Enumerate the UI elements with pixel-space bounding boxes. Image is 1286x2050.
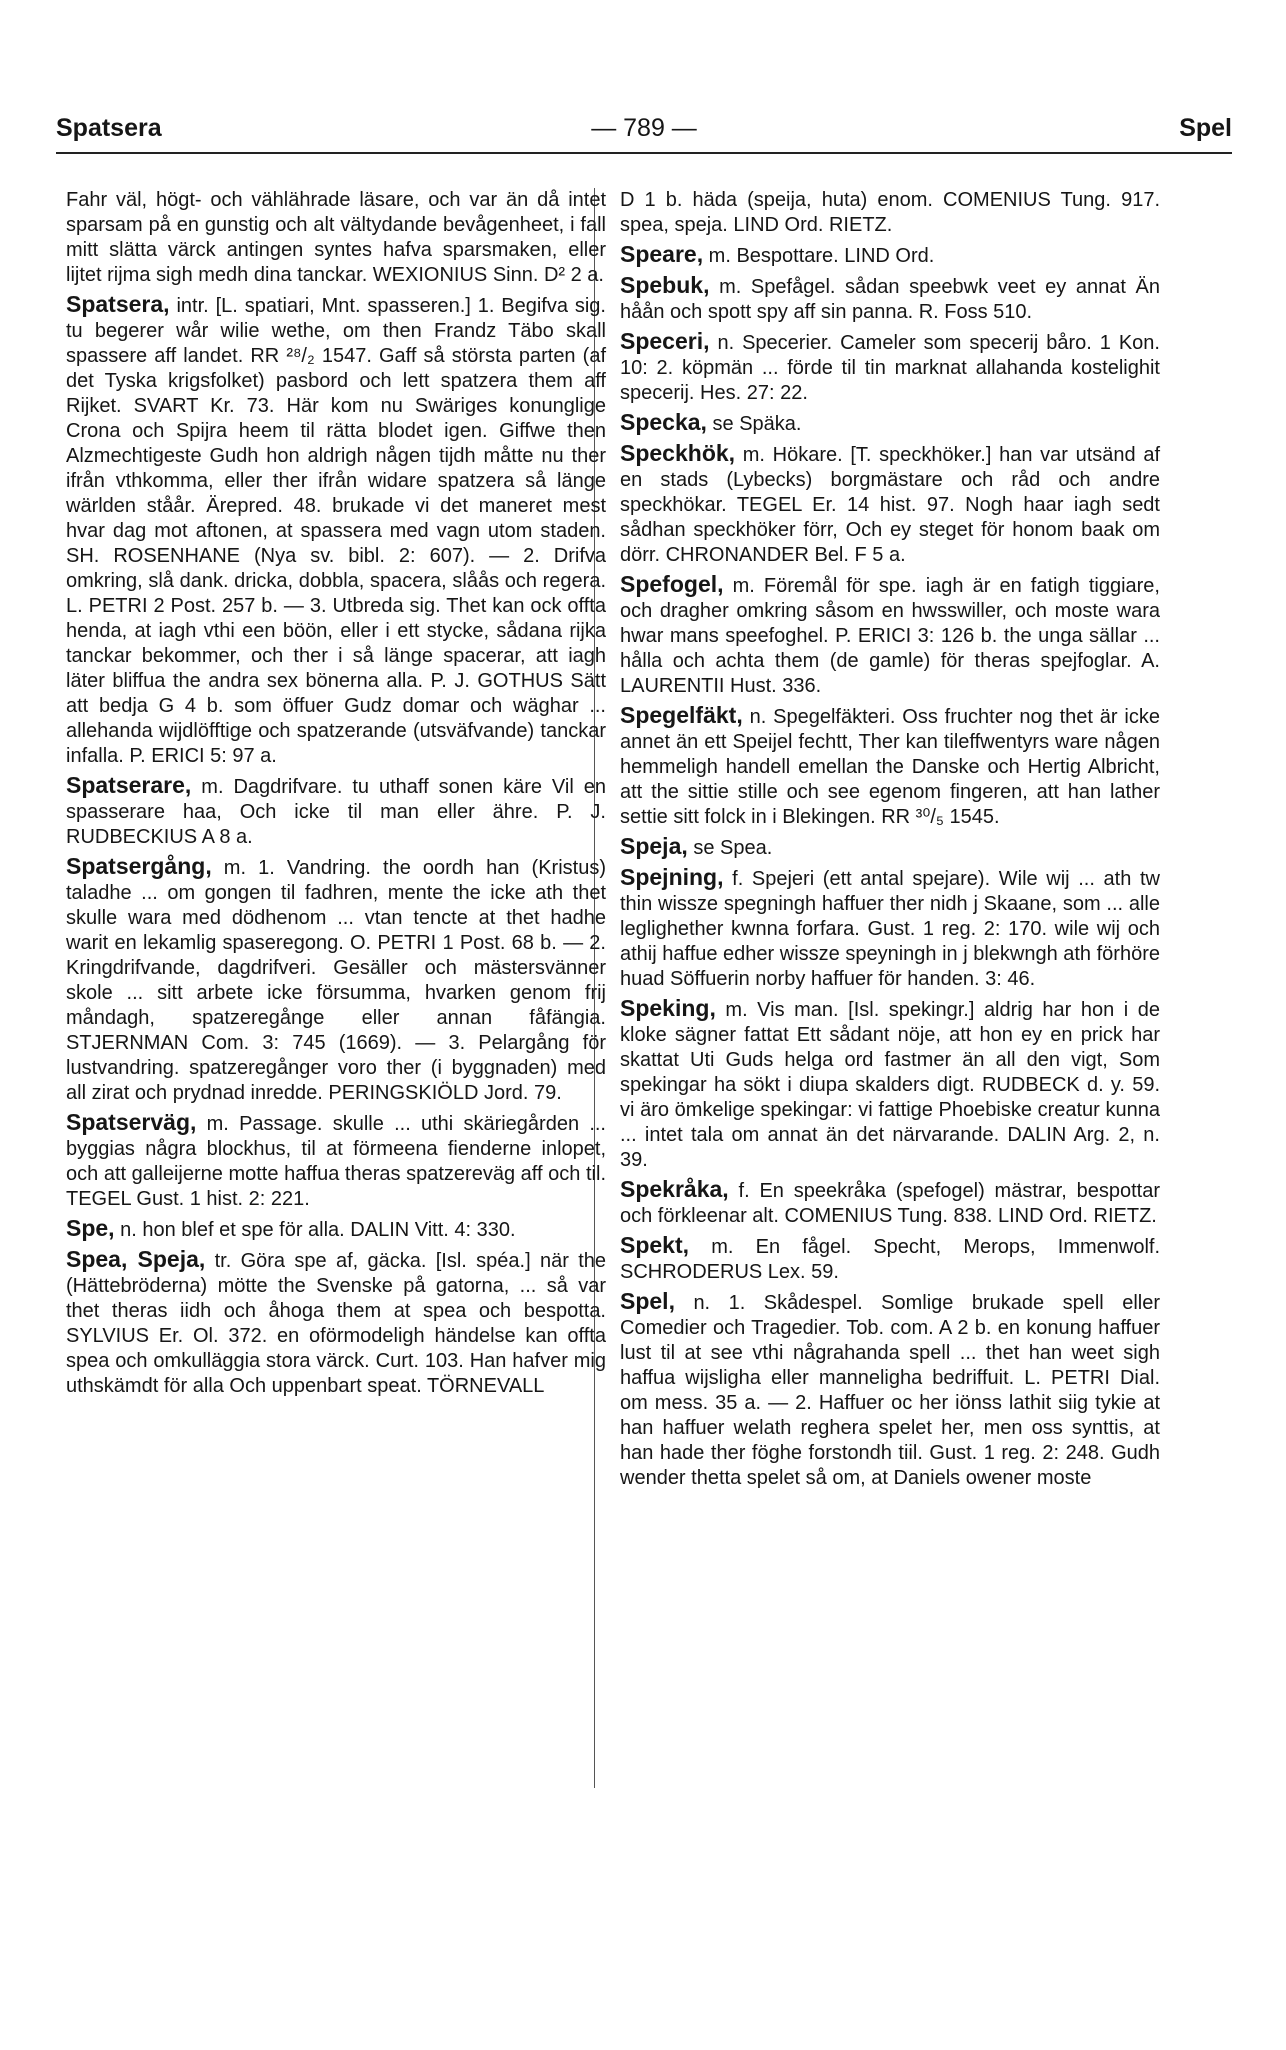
running-head-left: Spatsera (56, 114, 162, 142)
headword: Spatsera, (66, 291, 170, 317)
entry: Spatserväg, m. Passage. skulle ... uthi skäriegården ... byggias några blockhus, til at förmeena fienderne inlopet, och att galleijerne motte haffua theras spatzereväg aff och til. TEGEL Gust. 1 hist. 2: 221. (66, 1109, 606, 1210)
headword: Spekt, (620, 1232, 690, 1258)
headword: Speckhök, (620, 440, 736, 466)
entry: Spel, n. 1. Skådespel. Somlige brukade spell eller Comedier och Tragedier. Tob. com. A 2 b. en konung haffuer lust til at see vthi någrahanda spell ... thet han weet sigh haffua wijsligha eller manneligha bedriffuit. L. PETRI Dial. om mess. 35 a. — 2. Haffuer oc her iönss lathit siig tykie at han haffuer welath reghera spelet her, men oss synttis, at han hade ther föghe forstondh tiil. Gust. 1 reg. 2: 248. Gudh wender thetta spelet så om, at Daniels owener moste (620, 1288, 1160, 1489)
headword: Spegelfäkt, (620, 702, 743, 728)
headword: Specka, (620, 409, 707, 435)
headword: Spebuk, (620, 272, 710, 298)
headword: Spatserväg, (66, 1109, 197, 1135)
entry: Spekråka, f. En speekråka (spefogel) mästrar, bespottar och förkleenar alt. COMENIUS Tung. 838. LIND Ord. RIETZ. (620, 1176, 1160, 1227)
headword: Speking, (620, 995, 716, 1021)
headword: Spe, (66, 1215, 115, 1241)
entry: Spatserare, m. Dagdrifvare. tu uthaff sonen käre Vil en spasserare haa, Och icke til man eller ähre. P. J. RUDBECKIUS A 8 a. (66, 772, 606, 848)
headword: Spejning, (620, 864, 724, 890)
page-header (56, 108, 1232, 150)
entry: Speare, m. Bespottare. LIND Ord. (620, 241, 935, 267)
running-head-right: Spel (1179, 114, 1232, 142)
entry: Speja, se Spea. (620, 833, 773, 859)
headword: Spea, Speja, (66, 1246, 206, 1272)
entry: Speceri, n. Specerier. Cameler som specerij båro. 1 Kon. 10: 2. köpmän ... förde til tin marknat allahanda kostelighit specerij. Hes. 27: 22. (620, 328, 1160, 404)
entry: Spefogel, m. Föremål för spe. iagh är en fatigh tiggiare, och dragher omkring såsom en hwsswiller, och moste wara hwar mans speefoghel. P. ERICI 3: 126 b. the unga sällar ... hålla och achta them (de gamle) för theras spejfoglar. A. LAURENTII Hust. 336. (620, 571, 1160, 697)
headword: Spatsergång, (66, 853, 212, 879)
entry: Spegelfäkt, n. Spegelfäkteri. Oss fruchter nog thet är icke annet än ett Speijel fechtt, Ther kan tileffwentyrs ware någen hemmeligh handell emellan the Danske och Hertig Albricht, att the sittie stille och see egenom fingeren, att han lather settie sitt folck in i Blekingen. RR ³⁰/₅ 1545. (620, 702, 1160, 828)
headword: Speceri, (620, 328, 710, 354)
header-rule (56, 152, 1232, 154)
entry: Spea, Speja, tr. Göra spe af, gäcka. [Isl. spéa.] när the (Hättebröderna) mötte the Svenske på gatorna, ... så var thet theras iidh och åhoga them at spea och bespotta. SYLVIUS Er. Ol. 372. en oförmodeligh händelse kan offta spea och omkulläggia stora värck. Curt. 103. Han hafver mig uthskämdt för alla Och uppenbart speat. TÖRNEVALL (66, 1246, 606, 1397)
page-number: — 789 — (591, 114, 697, 142)
headword: Spekråka, (620, 1176, 729, 1202)
entry: D 1 b. häda (speija, huta) enom. COMENIUS Tung. 917. spea, speja. LIND Ord. RIETZ. (620, 189, 1160, 236)
headword: Spefogel, (620, 571, 724, 597)
entry: Spatsera, intr. [L. spatiari, Mnt. spasseren.] 1. Begifva sig. tu begerer wår wilie wethe, om then Frandz Täbo skall spassere aff landet. RR ²⁸/₂ 1547. Gaff så största parten (af det Tyska krigsfolket) pasbord och lett spatzera them aff Rijket. SVART Kr. 73. Här kom nu Swäriges konunglige Crona och Spijra heem til rätta blodet igen. Giffwe then Alzmechtigeste Gudh hon aldrigh någen tijdh måtte nu ther ifrån vthkomma, eller ther ifrån widare spatzera så länge wärlden ståår. Ärepred. 48. brukade vi det maneret mest hvar dag mot aftonen, at spassera med vagn utom staden. SH. ROSENHANE (Nya sv. bibl. 2: 607). — 2. Drifva omkring, slå dank. dricka, dobbla, spacera, slåås och regera. L. PETRI 2 Post. 257 b. — 3. Utbreda sig. Thet kan ock offta henda, at iagh vthi een böön, eller i ett stycke, sådana rijka tanckar bekommer, och ther i så länge spacerar, att iagh läter bliffua the andra sex bönerna alla. P. J. GOTHUS Sätt att bedja G 4 b. som öffuer Gudz domar och wäghar ... allehanda wijdlöfftige och spatzerande (utsväfvande) tanckar infalla. P. ERICI 5: 97 a. (66, 291, 606, 767)
entry: Spe, n. hon blef et spe för alla. DALIN Vitt. 4: 330. (66, 1215, 516, 1241)
entry: Fahr väl, högt- och vählährade läsare, och var än då intet sparsam på en gunstig och alt vältydande bevågenheet, i fall mitt slätta värck antingen syntes hafva sparsmaken, eller lijtet rijma sigh medh dina tanckar. WEXIONIUS Sinn. D² 2 a. (66, 189, 606, 286)
entry: Speking, m. Vis man. [Isl. spekingr.] aldrig har hon i de kloke sägner fattat Ett sådant nöje, att hon ey en prick har skattat Uti Guds helga ord fastmer än all den vigt, Som spekingar ha sökt i diupa skalders digt. RUDBECK d. y. 59. vi äro ömkelige spekingar: vi fattige Phoebiske creatur kunna ... intet tala om annat än det närvarande. DALIN Arg. 2, n. 39. (620, 995, 1160, 1171)
entry: Specka, se Späka. (620, 409, 802, 435)
headword: Spatserare, (66, 772, 192, 798)
headword: Spel, (620, 1288, 675, 1314)
left-column (66, 188, 606, 1399)
entry: Spekt, m. En fågel. Specht, Merops, Immenwolf. SCHRODERUS Lex. 59. (620, 1232, 1161, 1283)
entry: Spejning, f. Spejeri (ett antal spejare). Wile wij ... ath tw thin wissze spegningh haffuer ther nidh j Skaane, som ... alle leglighether kwnna forfara. Gust. 1 reg. 2: 170. wile wij och athij haffue edher wissze speyningh in j blekwngh ath förhöre huad Söffuerin norby haffuer för handen. 3: 46. (620, 864, 1160, 990)
headword: Speare, (620, 241, 704, 267)
entry: Speckhök, m. Hökare. [T. speckhöker.] han var utsänd af en stads (Lybecks) borgmästare och råd och andre speckhökar. TEGEL Er. 14 hist. 97. Nogh haar iagh sedt sådhan speckhöker förr, Och ey steget för honom baak om dörr. CHRONANDER Bel. F 5 a. (620, 440, 1161, 566)
right-column (620, 188, 1160, 1491)
headword: Speja, (620, 833, 688, 859)
entry: Spebuk, m. Spefågel. sådan speebwk veet ey annat Än håån och spott spy aff sin panna. R. Foss 510. (620, 272, 1160, 323)
entry: Spatsergång, m. 1. Vandring. the oordh han (Kristus) taladhe ... om gongen til fadhren, mente the icke ath thet skulle wara med dödhenom ... vtan tencte at thet hadhe warit en lekamlig spaseregong. O. PETRI 1 Post. 68 b. — 2. Kringdrifvande, dagdrifveri. Gesäller och mästersvänner skole ... sitt arbete icke försumma, hvarken genom frij måndagh, spatzeregånge eller annan fåfängia. STJERNMAN Com. 3: 745 (1669). — 3. Pelargång för lustvandring. spatzeregånger voro ther (i byggnaden) med all zirat och prydnad inredde. PERINGSKIÖLD Jord. 79. (66, 853, 606, 1104)
